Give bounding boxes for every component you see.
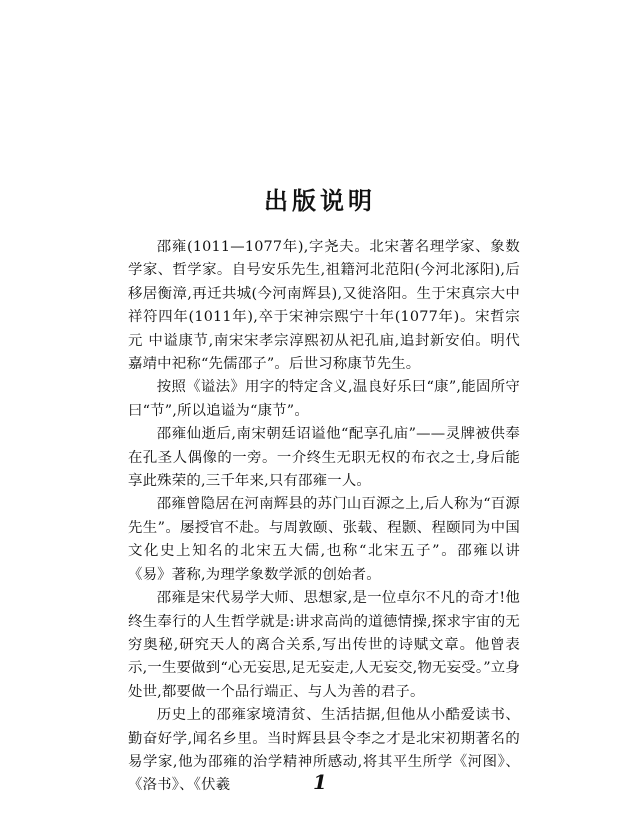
paragraph-6: 历史上的邵雍家境清贫、生活拮据,但他从小酷爱读书、勤奋好学,闻名乡里。当时辉县县令李之才是北宋初期著名的易学家,他为邵雍的治学精神所感动,将其平生所学《河图》、《洛书》、《伏羲 bbox=[128, 707, 520, 794]
paragraph-1: 邵雍(1011—1077年),字尧夫。北宋著名理学家、象数学家、哲学家。自号安乐先生,祖籍河北范阳(今河北涿阳),后移居衡漳,再迁共城(今河南辉县),又徙洛阳。生于宋真宗大中祥符四年(1011年),卒于宋神宗熙宁十年(1077年)。宋哲宗元 中谥康节,南宋宋孝宗淳熙初从祀孔庙,追封新安伯。明代嘉靖中祀称“先儒邵子”。后世习称康节先生。 bbox=[128, 239, 520, 373]
page-title: 出版说明 bbox=[264, 186, 376, 215]
paragraph-3: 邵雍仙逝后,南宋朝廷诏谥他“配享孔庙”——灵牌被供奉在孔圣人偶像的一旁。一介终生无职无权的布衣之士,身后能享此殊荣的,三千年来,只有邵雍一人。 bbox=[128, 426, 520, 490]
paragraph-2: 按照《谥法》用字的特定含义,温良好乐曰“康”,能固所守曰“节”,所以追谥为“康节”。 bbox=[128, 379, 520, 419]
paragraph-4: 邵雍曾隐居在河南辉县的苏门山百源之上,后人称为“百源先生”。屡授官不赴。与周敦颐、张载、程颢、程颐同为中国文化史上知名的北宋五大儒,也称“北宋五子”。邵雍以讲《易》著称,为理学象数学派的创始者。 bbox=[128, 496, 520, 583]
page-number: 1 bbox=[313, 770, 327, 794]
paragraph-5: 邵雍是宋代易学大师、思想家,是一位卓尔不凡的奇才!他终生奉行的人生哲学就是:讲求高尚的道德情操,探求宇宙的无穷奥秘,研究天人的离合关系,写出传世的诗赋文章。他曾表示,一生要做到“心无妄思,足无妄走,人无妄交,物无妄受。”立身处世,都要做一个品行端正、与人为善的君子。 bbox=[128, 590, 520, 700]
body-text bbox=[128, 236, 520, 798]
